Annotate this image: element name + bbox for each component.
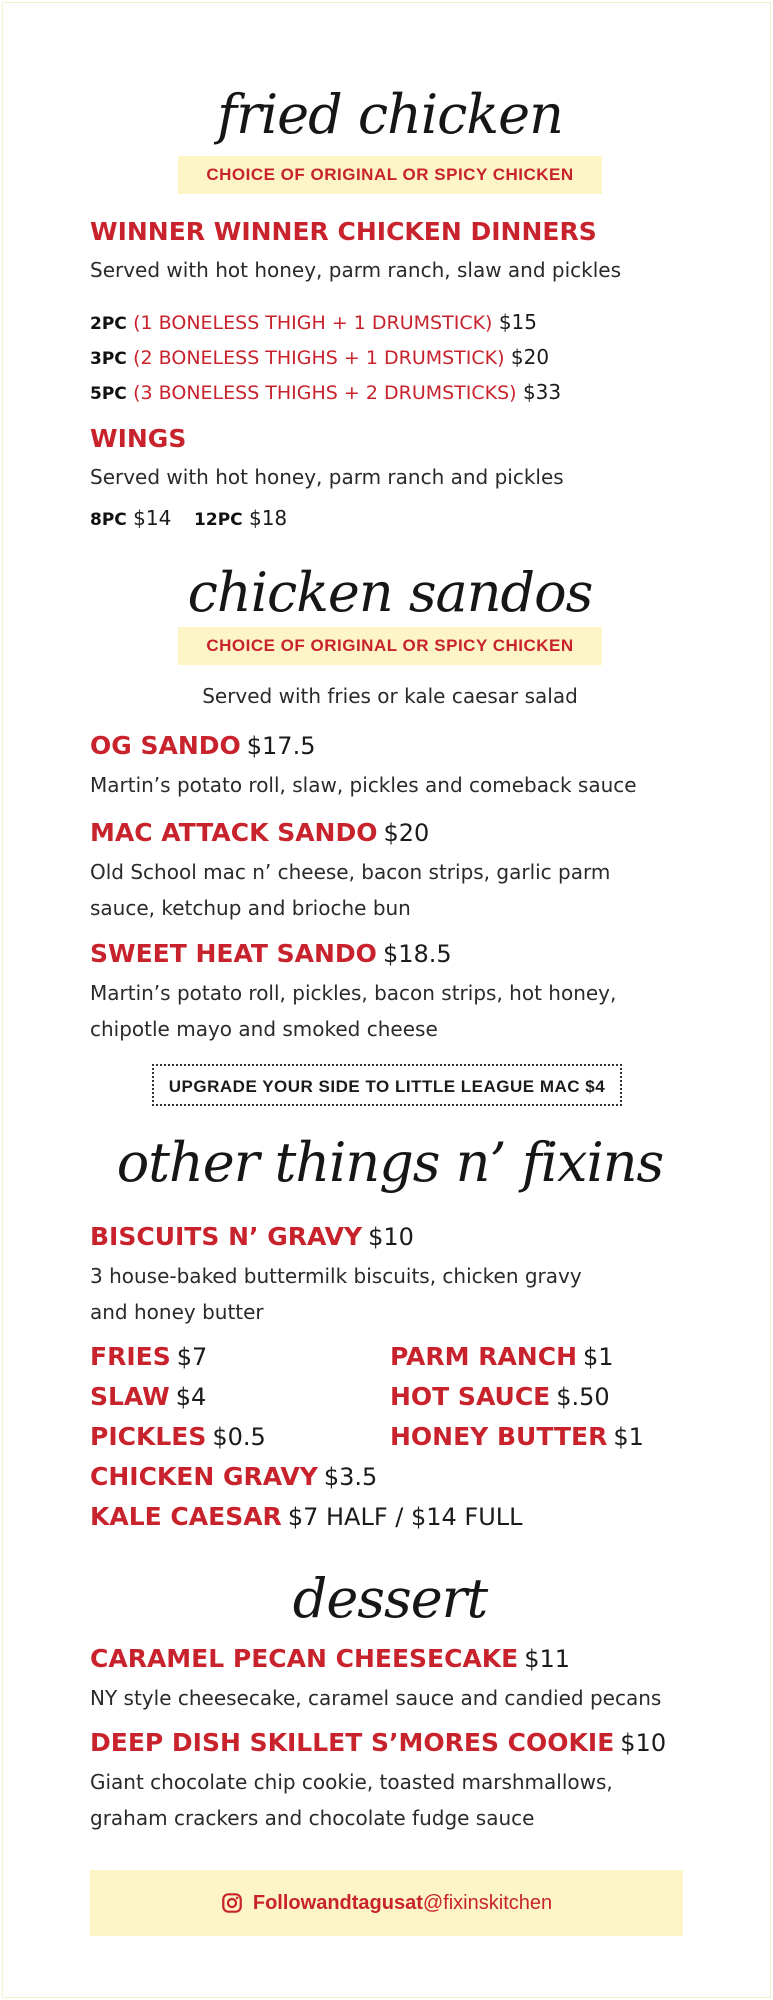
instagram-handle-link[interactable]: @fixinskitchen — [422, 1891, 553, 1914]
served-with-note: Served with fries or kale caesar salad — [202, 684, 578, 708]
instagram-icon[interactable] — [221, 1892, 243, 1914]
menu-item-description: Served with hot honey, parm ranch, slaw and pickles — [90, 258, 622, 282]
menu-item-description: Giant chocolate chip cookie, toasted marshmallows, graham crackers and chocolate fudge sauce — [90, 1770, 613, 1830]
menu-item-description: Martin’s potato roll, slaw, pickles and comeback sauce — [90, 773, 637, 797]
menu-item-title: BISCUITS N’ GRAVY $10 — [90, 1222, 414, 1251]
social-banner — [90, 1870, 683, 1936]
side-item: FRIES $7 — [90, 1342, 208, 1371]
side-item: HONEY BUTTER $1 — [390, 1422, 644, 1451]
section-title-fried-chicken: fried chicken — [217, 83, 563, 146]
side-item: CHICKEN GRAVY $3.5 — [90, 1462, 378, 1491]
section-title-chicken-sandos: chicken sandos — [187, 561, 593, 624]
menu-item-description: Old School mac n’ cheese, bacon strips, garlic parm sauce, ketchup and brioche bun — [90, 860, 611, 920]
item-price: $17.5 — [246, 732, 316, 760]
menu-item-title: WINGS — [90, 424, 187, 453]
side-item: KALE CAESAR $7 HALF / $14 FULL — [90, 1502, 523, 1531]
choice-banner: CHOICE OF ORIGINAL OR SPICY CHICKEN — [178, 627, 602, 665]
side-item: SLAW $4 — [90, 1382, 207, 1411]
section-title-other-things: other things n’ fixins — [116, 1131, 664, 1194]
menu-item-description: NY style cheesecake, caramel sauce and candied pecans — [90, 1686, 662, 1710]
menu-item-description: Martin’s potato roll, pickles, bacon strips, hot honey, chipotle mayo and smoked cheese — [90, 981, 617, 1041]
menu-item-description: 3 house-baked buttermilk biscuits, chicken gravy and honey butter — [90, 1264, 582, 1324]
item-price: $18.5 — [382, 940, 452, 968]
option-row: 2PC (1 BONELESS THIGH + 1 DRUMSTICK) $15 — [90, 310, 538, 334]
menu-item-title: OG SANDO $17.5 — [90, 731, 316, 760]
side-item: PARM RANCH $1 — [390, 1342, 614, 1371]
item-price: $20 — [383, 819, 430, 847]
menu-item-title: MAC ATTACK SANDO $20 — [90, 818, 430, 847]
side-item: HOT SAUCE $.50 — [390, 1382, 610, 1411]
item-price: $11 — [524, 1645, 571, 1673]
upgrade-side-notice: UPGRADE YOUR SIDE TO LITTLE LEAGUE MAC $4 — [152, 1064, 622, 1106]
menu-item-title: DEEP DISH SKILLET S’MORES COOKIE $10 — [90, 1728, 667, 1757]
menu-item-description: Served with hot honey, parm ranch and pickles — [90, 465, 564, 489]
option-row: 3PC (2 BONELESS THIGHS + 1 DRUMSTICK) $20 — [90, 345, 550, 369]
option-row: 5PC (3 BONELESS THIGHS + 2 DRUMSTICKS) $33 — [90, 380, 562, 404]
menu-item-title: WINNER WINNER CHICKEN DINNERS — [90, 217, 597, 246]
section-title-dessert: dessert — [292, 1567, 488, 1630]
item-price: $10 — [368, 1223, 414, 1251]
option-row: 8PC $14 12PC $18 — [90, 506, 288, 530]
follow-text: Followandtagusat — [252, 1891, 423, 1914]
menu-item-title: SWEET HEAT SANDO $18.5 — [90, 939, 452, 968]
menu-item-title: CARAMEL PECAN CHEESECAKE $11 — [90, 1644, 571, 1673]
item-price: $10 — [620, 1729, 667, 1757]
choice-banner: CHOICE OF ORIGINAL OR SPICY CHICKEN — [178, 156, 602, 194]
side-item: PICKLES $0.5 — [90, 1422, 266, 1451]
